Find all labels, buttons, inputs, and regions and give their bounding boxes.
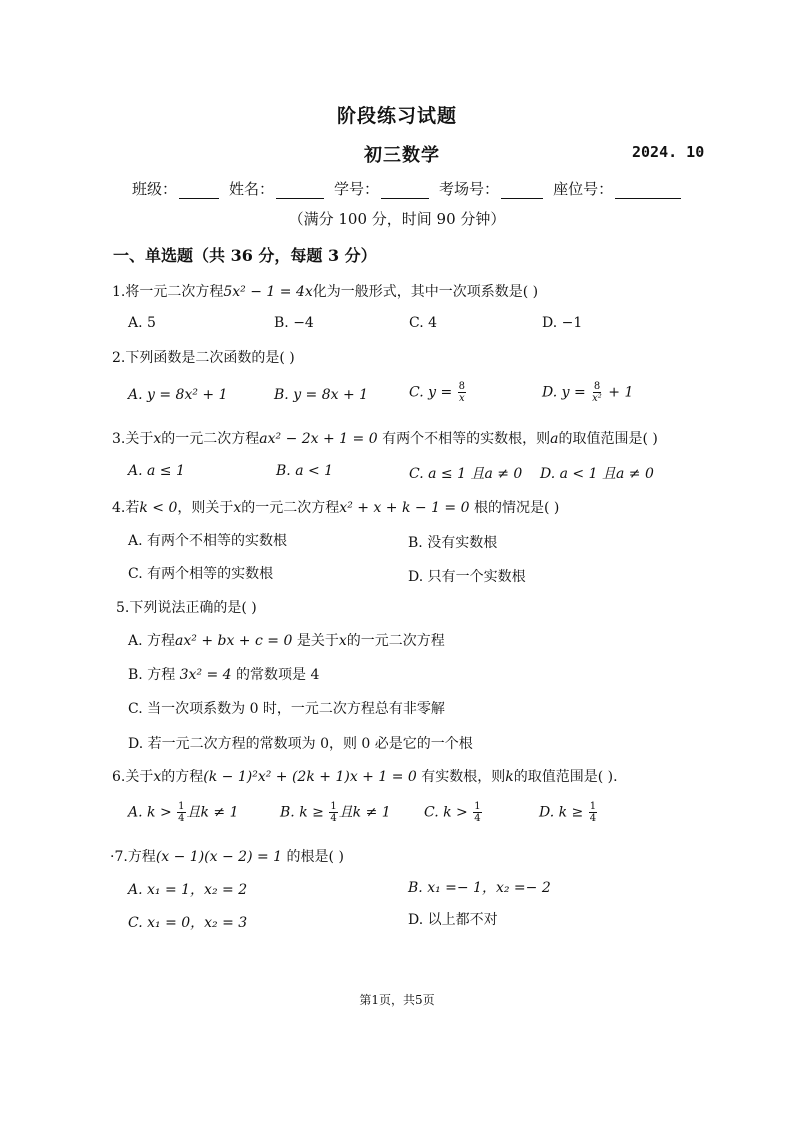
q4-option-b: B. 没有实数根 — [408, 535, 498, 551]
q6-b-fraction: $\frac{1}{4}$ — [330, 801, 337, 824]
question-2 — [112, 347, 295, 367]
q6-var-x: x — [153, 769, 162, 785]
student-info-row — [132, 178, 681, 199]
q4-option-c: C. 有两个相等的实数根 — [128, 566, 274, 582]
q7-pre: 方程 — [127, 849, 156, 865]
q4-condition: k < 0 — [139, 500, 178, 516]
q2-d-fraction: $\frac{8}{\text{x²}}$ — [592, 381, 602, 404]
q5-a-var-x: x — [338, 633, 347, 649]
q6-option-d — [539, 801, 598, 824]
q5-b-pre: B. 方程 — [128, 667, 180, 683]
q4-option-a: A. 有两个不相等的实数根 — [128, 533, 288, 549]
q6-d-fraction: $\frac{1}{4}$ — [589, 801, 597, 824]
question-5 — [116, 597, 257, 617]
q6-c-pre: C. k > — [424, 804, 473, 821]
q5-option-d: D. 若一元二次方程的常数项为 0，则 0 必是它的一个根 — [128, 736, 473, 752]
q5-number: 5. — [116, 600, 130, 616]
q1-equation: 5x² − 1 = 4x — [223, 284, 313, 300]
q5-b-post: 的常数项是 4 — [231, 667, 320, 683]
question-1 — [112, 281, 538, 301]
page-footer: 第1页，共5页 — [359, 993, 435, 1007]
q6-a-pre: A. k > — [128, 804, 177, 821]
q4-mid: ，则关于 — [177, 500, 234, 516]
q2-d-post: + 1 — [603, 384, 634, 401]
q3-mid: 的一元二次方程 — [161, 431, 260, 447]
q2-option-d — [542, 381, 633, 404]
q6-var-k: k — [505, 769, 514, 785]
student-no-blank[interactable] — [381, 184, 429, 199]
q3-option-c: C. a ≤ 1 且a ≠ 0 — [409, 466, 523, 482]
exam-date: 2024. 10 — [632, 143, 705, 161]
q4-post: 根的情况是( ) — [469, 500, 560, 516]
question-4 — [112, 497, 559, 517]
q5-option-b — [128, 664, 319, 684]
q7-option-d: D. 以上都不对 — [408, 912, 498, 928]
q2-c-fraction: $\frac{8}{x}$ — [458, 381, 466, 404]
q6-mid: 的方程 — [161, 769, 204, 785]
exam-title: 阶段练习试题 — [336, 105, 457, 127]
q5-a-post: 的一元二次方程 — [346, 633, 445, 649]
question-7 — [110, 846, 344, 866]
q6-pre: 关于 — [125, 769, 154, 785]
q5-a-mid: 是关于 — [292, 633, 339, 649]
student-no-label: 学号： — [334, 180, 380, 198]
q1-post: 化为一般形式，其中一次项系数是( ) — [312, 284, 539, 300]
q5-a-equation: ax² + bx + c = 0 — [175, 633, 293, 649]
q2-option-c — [409, 381, 467, 404]
q5-text: 下列说法正确的是( ) — [129, 600, 257, 616]
q6-c-fraction: $\frac{1}{4}$ — [474, 801, 481, 824]
q4-pre: 若 — [125, 500, 140, 516]
q6-b-pre: B. k ≥ — [280, 804, 329, 821]
q5-a-pre: A. 方程 — [128, 633, 176, 649]
q7-option-a: A. x₁ = 1，x₂ = 2 — [128, 882, 248, 898]
q4-equation: x² + x + k − 1 = 0 — [339, 500, 470, 516]
q6-mid2: 有实数根，则 — [416, 769, 506, 785]
q2-number: 2. — [112, 350, 126, 366]
question-6 — [112, 766, 618, 786]
name-blank[interactable] — [276, 184, 324, 199]
q7-post: 的根是( ) — [282, 849, 344, 865]
q7-equation: (x − 1)(x − 2) = 1 — [155, 849, 283, 865]
q5-option-c: C. 当一次项系数为 0 时，一元二次方程总有非零解 — [128, 701, 445, 717]
q4-number: 4. — [112, 500, 126, 516]
q3-option-a: A. a ≤ 1 — [128, 463, 185, 479]
q3-var-x: x — [153, 431, 162, 447]
q2-c-pre: C. y = — [409, 384, 457, 401]
q3-option-d: D. a < 1 且a ≠ 0 — [540, 466, 654, 482]
q4-mid2: 的一元二次方程 — [241, 500, 340, 516]
q2-option-a: A. y = 8x² + 1 — [128, 387, 228, 403]
exam-subject: 初三数学 — [364, 145, 440, 166]
q6-option-b — [280, 801, 391, 824]
seat-label: 座位号： — [553, 180, 614, 198]
q3-var-a: a — [550, 431, 559, 447]
q6-equation: (k − 1)²x² + (2k + 1)x + 1 = 0 — [203, 769, 417, 785]
class-label: 班级： — [132, 180, 178, 198]
exam-note: （满分 100 分，时间 90 分钟） — [288, 210, 506, 228]
q6-option-a — [128, 801, 239, 824]
question-3 — [112, 428, 658, 448]
q2-d-pre: D. y = — [542, 384, 591, 401]
q3-option-b: B. a < 1 — [276, 463, 334, 479]
q7-option-b: B. x₁ =− 1，x₂ =− 2 — [408, 880, 551, 896]
q6-a-post: 且k ≠ 1 — [186, 804, 239, 821]
q5-b-equation: 3x² = 4 — [179, 667, 232, 683]
q7-mark: · — [110, 849, 115, 865]
q5-option-a — [128, 630, 445, 650]
q1-option-a: A. 5 — [128, 315, 156, 331]
section-heading: 一、单选题（共 36 分，每题 3 分） — [113, 246, 377, 265]
room-blank[interactable] — [501, 184, 543, 199]
q1-pre: 将一元二次方程 — [125, 284, 224, 300]
q1-option-c: C. 4 — [409, 315, 438, 331]
q6-number: 6. — [112, 769, 126, 785]
q6-d-pre: D. k ≥ — [539, 804, 588, 821]
q4-var-x: x — [233, 500, 242, 516]
q1-option-d: D. −1 — [542, 315, 583, 331]
q3-equation: ax² − 2x + 1 = 0 — [259, 431, 378, 447]
room-label: 考场号： — [439, 180, 500, 198]
q2-option-b: B. y = 8x + 1 — [274, 387, 369, 403]
q3-post: 的取值范围是( ) — [558, 431, 658, 447]
q3-number: 3. — [112, 431, 126, 447]
q1-option-b: B. −4 — [274, 315, 314, 331]
q2-text: 下列函数是二次函数的是( ) — [125, 350, 295, 366]
q1-number: 1. — [112, 284, 126, 300]
q7-number: 7. — [114, 849, 128, 865]
name-label: 姓名： — [229, 180, 275, 198]
q6-a-fraction: $\frac{1}{4}$ — [178, 801, 185, 824]
q3-mid2: 有两个不相等的实数根，则 — [377, 431, 551, 447]
seat-blank[interactable] — [615, 184, 681, 199]
q6-option-c — [424, 801, 483, 824]
class-blank[interactable] — [179, 184, 219, 199]
q3-pre: 关于 — [125, 431, 154, 447]
q4-option-d: D. 只有一个实数根 — [408, 569, 526, 585]
q7-option-c: C. x₁ = 0，x₂ = 3 — [128, 915, 248, 931]
q6-b-post: 且k ≠ 1 — [338, 804, 391, 821]
q6-post: 的取值范围是( ). — [513, 769, 618, 785]
